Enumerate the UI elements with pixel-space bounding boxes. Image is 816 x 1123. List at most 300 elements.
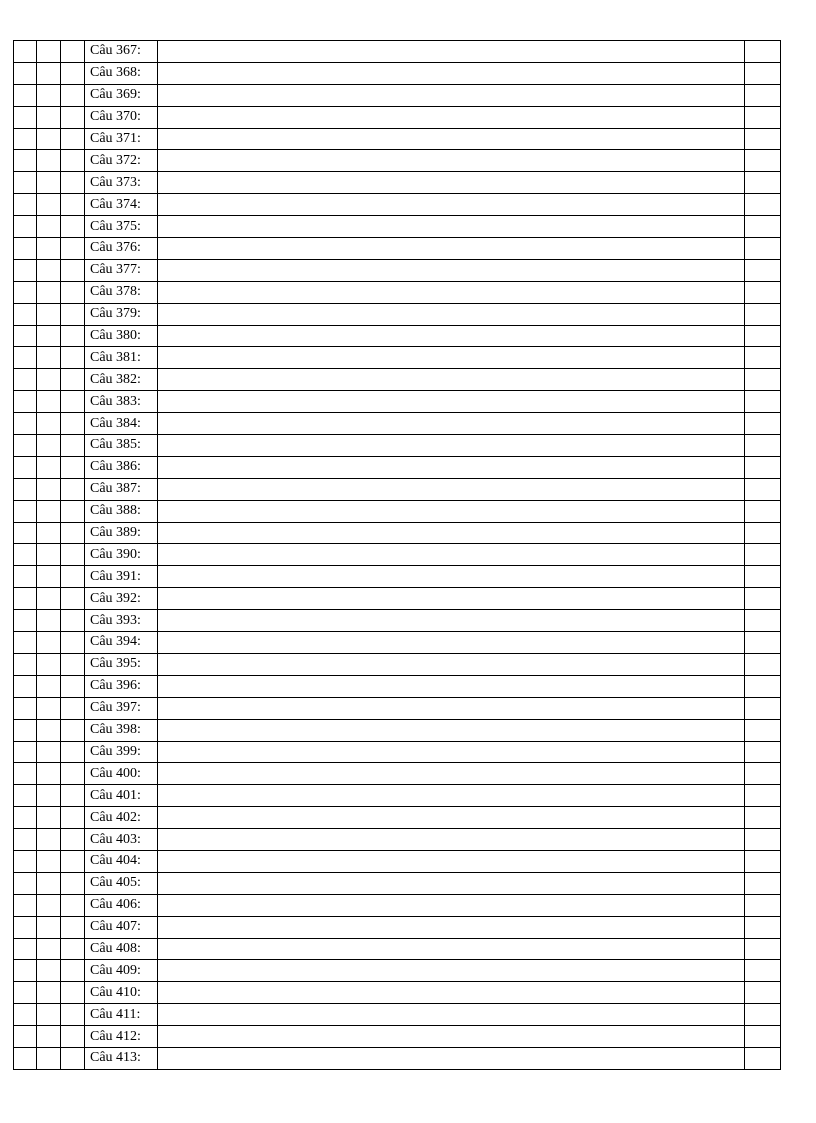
blank-cell-3 bbox=[61, 456, 85, 478]
blank-cell-1 bbox=[14, 850, 37, 872]
blank-cell-end bbox=[745, 894, 781, 916]
content-cell bbox=[158, 894, 745, 916]
table-row bbox=[14, 216, 781, 238]
blank-cell-2 bbox=[37, 172, 61, 194]
blank-cell-2 bbox=[37, 632, 61, 654]
blank-cell-end bbox=[745, 238, 781, 260]
blank-cell-end bbox=[745, 369, 781, 391]
blank-cell-2 bbox=[37, 894, 61, 916]
blank-cell-1 bbox=[14, 982, 37, 1004]
blank-cell-3 bbox=[61, 719, 85, 741]
content-cell bbox=[158, 456, 745, 478]
blank-cell-2 bbox=[37, 916, 61, 938]
blank-cell-3 bbox=[61, 1004, 85, 1026]
blank-cell-3 bbox=[61, 697, 85, 719]
blank-cell-end bbox=[745, 982, 781, 1004]
blank-cell-1 bbox=[14, 632, 37, 654]
question-label-cell: Câu 389: bbox=[85, 522, 158, 544]
table-row bbox=[14, 938, 781, 960]
blank-cell-1 bbox=[14, 500, 37, 522]
table-row bbox=[14, 1004, 781, 1026]
blank-cell-3 bbox=[61, 303, 85, 325]
blank-cell-2 bbox=[37, 807, 61, 829]
blank-cell-1 bbox=[14, 675, 37, 697]
blank-cell-2 bbox=[37, 391, 61, 413]
content-cell bbox=[158, 1047, 745, 1069]
table-row bbox=[14, 675, 781, 697]
blank-cell-end bbox=[745, 544, 781, 566]
blank-cell-end bbox=[745, 1026, 781, 1048]
blank-cell-end bbox=[745, 938, 781, 960]
question-label-cell: Câu 413: bbox=[85, 1047, 158, 1069]
table-row bbox=[14, 281, 781, 303]
blank-cell-2 bbox=[37, 719, 61, 741]
blank-cell-end bbox=[745, 500, 781, 522]
blank-cell-1 bbox=[14, 697, 37, 719]
blank-cell-2 bbox=[37, 62, 61, 84]
blank-cell-end bbox=[745, 413, 781, 435]
question-label-cell: Câu 401: bbox=[85, 785, 158, 807]
blank-cell-3 bbox=[61, 413, 85, 435]
blank-cell-1 bbox=[14, 281, 37, 303]
table-row bbox=[14, 610, 781, 632]
blank-cell-3 bbox=[61, 610, 85, 632]
content-cell bbox=[158, 303, 745, 325]
table-row bbox=[14, 347, 781, 369]
content-cell bbox=[158, 610, 745, 632]
table-row bbox=[14, 741, 781, 763]
blank-cell-3 bbox=[61, 807, 85, 829]
table-row bbox=[14, 500, 781, 522]
content-cell bbox=[158, 741, 745, 763]
blank-cell-2 bbox=[37, 1047, 61, 1069]
question-label-cell: Câu 410: bbox=[85, 982, 158, 1004]
content-cell bbox=[158, 588, 745, 610]
table-row bbox=[14, 763, 781, 785]
blank-cell-1 bbox=[14, 1004, 37, 1026]
blank-cell-end bbox=[745, 128, 781, 150]
blank-cell-3 bbox=[61, 566, 85, 588]
content-cell bbox=[158, 1004, 745, 1026]
table-row bbox=[14, 303, 781, 325]
blank-cell-1 bbox=[14, 960, 37, 982]
blank-cell-2 bbox=[37, 303, 61, 325]
blank-cell-2 bbox=[37, 216, 61, 238]
question-label-cell: Câu 369: bbox=[85, 84, 158, 106]
question-label-cell: Câu 396: bbox=[85, 675, 158, 697]
content-cell bbox=[158, 172, 745, 194]
table-row bbox=[14, 719, 781, 741]
content-cell bbox=[158, 872, 745, 894]
blank-cell-3 bbox=[61, 829, 85, 851]
blank-cell-3 bbox=[61, 588, 85, 610]
blank-cell-2 bbox=[37, 194, 61, 216]
table-row bbox=[14, 128, 781, 150]
content-cell bbox=[158, 675, 745, 697]
question-label-cell: Câu 376: bbox=[85, 238, 158, 260]
table-row bbox=[14, 697, 781, 719]
table-row bbox=[14, 41, 781, 63]
blank-cell-3 bbox=[61, 544, 85, 566]
table-row bbox=[14, 391, 781, 413]
blank-cell-1 bbox=[14, 303, 37, 325]
blank-cell-3 bbox=[61, 741, 85, 763]
content-cell bbox=[158, 325, 745, 347]
blank-cell-1 bbox=[14, 238, 37, 260]
table-row bbox=[14, 522, 781, 544]
blank-cell-1 bbox=[14, 391, 37, 413]
blank-cell-2 bbox=[37, 544, 61, 566]
blank-cell-3 bbox=[61, 238, 85, 260]
blank-cell-3 bbox=[61, 281, 85, 303]
blank-cell-end bbox=[745, 478, 781, 500]
blank-cell-2 bbox=[37, 610, 61, 632]
blank-cell-1 bbox=[14, 916, 37, 938]
content-cell bbox=[158, 850, 745, 872]
content-cell bbox=[158, 544, 745, 566]
content-cell bbox=[158, 653, 745, 675]
content-cell bbox=[158, 478, 745, 500]
question-label-cell: Câu 375: bbox=[85, 216, 158, 238]
blank-cell-2 bbox=[37, 960, 61, 982]
question-label-cell: Câu 390: bbox=[85, 544, 158, 566]
blank-cell-end bbox=[745, 960, 781, 982]
blank-cell-end bbox=[745, 785, 781, 807]
blank-cell-3 bbox=[61, 675, 85, 697]
blank-cell-1 bbox=[14, 544, 37, 566]
blank-cell-3 bbox=[61, 128, 85, 150]
blank-cell-3 bbox=[61, 763, 85, 785]
blank-cell-end bbox=[745, 807, 781, 829]
blank-cell-end bbox=[745, 829, 781, 851]
blank-cell-3 bbox=[61, 653, 85, 675]
table-row bbox=[14, 960, 781, 982]
question-label-cell: Câu 372: bbox=[85, 150, 158, 172]
blank-cell-end bbox=[745, 456, 781, 478]
blank-cell-end bbox=[745, 106, 781, 128]
blank-cell-3 bbox=[61, 259, 85, 281]
content-cell bbox=[158, 128, 745, 150]
question-label-cell: Câu 395: bbox=[85, 653, 158, 675]
blank-cell-3 bbox=[61, 1047, 85, 1069]
content-cell bbox=[158, 829, 745, 851]
blank-cell-1 bbox=[14, 938, 37, 960]
blank-cell-2 bbox=[37, 413, 61, 435]
blank-cell-1 bbox=[14, 84, 37, 106]
blank-cell-2 bbox=[37, 829, 61, 851]
content-cell bbox=[158, 106, 745, 128]
content-cell bbox=[158, 238, 745, 260]
table-row bbox=[14, 84, 781, 106]
blank-cell-2 bbox=[37, 982, 61, 1004]
blank-cell-2 bbox=[37, 741, 61, 763]
table-row bbox=[14, 259, 781, 281]
blank-cell-3 bbox=[61, 632, 85, 654]
blank-cell-1 bbox=[14, 719, 37, 741]
question-label-cell: Câu 370: bbox=[85, 106, 158, 128]
blank-cell-end bbox=[745, 172, 781, 194]
blank-cell-end bbox=[745, 391, 781, 413]
blank-cell-1 bbox=[14, 807, 37, 829]
blank-cell-end bbox=[745, 697, 781, 719]
table-row bbox=[14, 478, 781, 500]
blank-cell-1 bbox=[14, 128, 37, 150]
content-cell bbox=[158, 982, 745, 1004]
question-label-cell: Câu 406: bbox=[85, 894, 158, 916]
table-row bbox=[14, 1026, 781, 1048]
blank-cell-end bbox=[745, 741, 781, 763]
content-cell bbox=[158, 566, 745, 588]
question-label-cell: Câu 384: bbox=[85, 413, 158, 435]
blank-cell-3 bbox=[61, 172, 85, 194]
blank-cell-1 bbox=[14, 522, 37, 544]
table-row bbox=[14, 807, 781, 829]
blank-cell-2 bbox=[37, 435, 61, 457]
question-label-cell: Câu 377: bbox=[85, 259, 158, 281]
table-row bbox=[14, 588, 781, 610]
content-cell bbox=[158, 369, 745, 391]
content-cell bbox=[158, 632, 745, 654]
question-table bbox=[13, 40, 781, 1070]
blank-cell-end bbox=[745, 194, 781, 216]
question-label-cell: Câu 394: bbox=[85, 632, 158, 654]
blank-cell-2 bbox=[37, 456, 61, 478]
question-label-cell: Câu 388: bbox=[85, 500, 158, 522]
blank-cell-2 bbox=[37, 872, 61, 894]
blank-cell-1 bbox=[14, 347, 37, 369]
blank-cell-end bbox=[745, 150, 781, 172]
blank-cell-end bbox=[745, 850, 781, 872]
blank-cell-3 bbox=[61, 850, 85, 872]
blank-cell-1 bbox=[14, 763, 37, 785]
blank-cell-2 bbox=[37, 369, 61, 391]
table-row bbox=[14, 894, 781, 916]
question-label-cell: Câu 380: bbox=[85, 325, 158, 347]
blank-cell-3 bbox=[61, 435, 85, 457]
blank-cell-1 bbox=[14, 741, 37, 763]
table-row bbox=[14, 785, 781, 807]
blank-cell-3 bbox=[61, 1026, 85, 1048]
content-cell bbox=[158, 916, 745, 938]
content-cell bbox=[158, 807, 745, 829]
table-row bbox=[14, 194, 781, 216]
blank-cell-3 bbox=[61, 938, 85, 960]
blank-cell-1 bbox=[14, 1026, 37, 1048]
question-label-cell: Câu 379: bbox=[85, 303, 158, 325]
question-label-cell: Câu 386: bbox=[85, 456, 158, 478]
blank-cell-2 bbox=[37, 850, 61, 872]
blank-cell-end bbox=[745, 916, 781, 938]
table-row bbox=[14, 916, 781, 938]
question-label-cell: Câu 402: bbox=[85, 807, 158, 829]
table-row bbox=[14, 106, 781, 128]
blank-cell-1 bbox=[14, 194, 37, 216]
content-cell bbox=[158, 194, 745, 216]
question-label-cell: Câu 399: bbox=[85, 741, 158, 763]
blank-cell-2 bbox=[37, 588, 61, 610]
blank-cell-1 bbox=[14, 456, 37, 478]
blank-cell-1 bbox=[14, 872, 37, 894]
blank-cell-1 bbox=[14, 894, 37, 916]
question-label-cell: Câu 368: bbox=[85, 62, 158, 84]
table-row bbox=[14, 150, 781, 172]
table-row bbox=[14, 325, 781, 347]
question-label-cell: Câu 409: bbox=[85, 960, 158, 982]
table-row bbox=[14, 456, 781, 478]
blank-cell-3 bbox=[61, 522, 85, 544]
content-cell bbox=[158, 763, 745, 785]
question-label-cell: Câu 387: bbox=[85, 478, 158, 500]
content-cell bbox=[158, 391, 745, 413]
content-cell bbox=[158, 62, 745, 84]
blank-cell-end bbox=[745, 610, 781, 632]
question-label-cell: Câu 385: bbox=[85, 435, 158, 457]
blank-cell-2 bbox=[37, 478, 61, 500]
table-row bbox=[14, 544, 781, 566]
blank-cell-3 bbox=[61, 391, 85, 413]
content-cell bbox=[158, 960, 745, 982]
table-row bbox=[14, 982, 781, 1004]
content-cell bbox=[158, 413, 745, 435]
blank-cell-3 bbox=[61, 369, 85, 391]
content-cell bbox=[158, 150, 745, 172]
blank-cell-1 bbox=[14, 41, 37, 63]
table-row bbox=[14, 62, 781, 84]
content-cell bbox=[158, 281, 745, 303]
blank-cell-end bbox=[745, 281, 781, 303]
table-row bbox=[14, 850, 781, 872]
blank-cell-end bbox=[745, 41, 781, 63]
blank-cell-3 bbox=[61, 982, 85, 1004]
blank-cell-3 bbox=[61, 62, 85, 84]
blank-cell-3 bbox=[61, 41, 85, 63]
content-cell bbox=[158, 785, 745, 807]
blank-cell-end bbox=[745, 872, 781, 894]
blank-cell-2 bbox=[37, 653, 61, 675]
question-label-cell: Câu 403: bbox=[85, 829, 158, 851]
blank-cell-end bbox=[745, 719, 781, 741]
blank-cell-end bbox=[745, 566, 781, 588]
question-label-cell: Câu 378: bbox=[85, 281, 158, 303]
blank-cell-3 bbox=[61, 325, 85, 347]
blank-cell-2 bbox=[37, 84, 61, 106]
blank-cell-2 bbox=[37, 566, 61, 588]
blank-cell-1 bbox=[14, 566, 37, 588]
blank-cell-2 bbox=[37, 41, 61, 63]
blank-cell-1 bbox=[14, 62, 37, 84]
question-label-cell: Câu 404: bbox=[85, 850, 158, 872]
blank-cell-2 bbox=[37, 675, 61, 697]
blank-cell-3 bbox=[61, 347, 85, 369]
blank-cell-1 bbox=[14, 172, 37, 194]
question-label-cell: Câu 408: bbox=[85, 938, 158, 960]
question-label-cell: Câu 374: bbox=[85, 194, 158, 216]
blank-cell-end bbox=[745, 653, 781, 675]
blank-cell-end bbox=[745, 84, 781, 106]
blank-cell-end bbox=[745, 1004, 781, 1026]
blank-cell-2 bbox=[37, 106, 61, 128]
content-cell bbox=[158, 1026, 745, 1048]
blank-cell-1 bbox=[14, 150, 37, 172]
question-label-cell: Câu 411: bbox=[85, 1004, 158, 1026]
blank-cell-1 bbox=[14, 610, 37, 632]
blank-cell-3 bbox=[61, 960, 85, 982]
blank-cell-end bbox=[745, 259, 781, 281]
blank-cell-3 bbox=[61, 150, 85, 172]
question-label-cell: Câu 412: bbox=[85, 1026, 158, 1048]
table-row bbox=[14, 172, 781, 194]
table-row bbox=[14, 653, 781, 675]
blank-cell-2 bbox=[37, 325, 61, 347]
table-row bbox=[14, 413, 781, 435]
content-cell bbox=[158, 697, 745, 719]
blank-cell-3 bbox=[61, 872, 85, 894]
blank-cell-2 bbox=[37, 785, 61, 807]
blank-cell-2 bbox=[37, 938, 61, 960]
question-label-cell: Câu 400: bbox=[85, 763, 158, 785]
blank-cell-2 bbox=[37, 522, 61, 544]
table-row bbox=[14, 1047, 781, 1069]
blank-cell-2 bbox=[37, 238, 61, 260]
content-cell bbox=[158, 522, 745, 544]
blank-cell-2 bbox=[37, 128, 61, 150]
blank-cell-end bbox=[745, 763, 781, 785]
content-cell bbox=[158, 347, 745, 369]
blank-cell-3 bbox=[61, 894, 85, 916]
blank-cell-2 bbox=[37, 763, 61, 785]
blank-cell-end bbox=[745, 347, 781, 369]
blank-cell-2 bbox=[37, 1026, 61, 1048]
blank-cell-1 bbox=[14, 1047, 37, 1069]
table-row bbox=[14, 369, 781, 391]
blank-cell-end bbox=[745, 588, 781, 610]
blank-cell-end bbox=[745, 62, 781, 84]
content-cell bbox=[158, 216, 745, 238]
blank-cell-end bbox=[745, 325, 781, 347]
table-row bbox=[14, 238, 781, 260]
blank-cell-2 bbox=[37, 500, 61, 522]
question-label-cell: Câu 391: bbox=[85, 566, 158, 588]
content-cell bbox=[158, 41, 745, 63]
content-cell bbox=[158, 500, 745, 522]
blank-cell-2 bbox=[37, 281, 61, 303]
blank-cell-end bbox=[745, 632, 781, 654]
blank-cell-1 bbox=[14, 829, 37, 851]
blank-cell-2 bbox=[37, 347, 61, 369]
table-row bbox=[14, 566, 781, 588]
blank-cell-1 bbox=[14, 588, 37, 610]
content-cell bbox=[158, 435, 745, 457]
blank-cell-end bbox=[745, 303, 781, 325]
blank-cell-end bbox=[745, 216, 781, 238]
question-label-cell: Câu 392: bbox=[85, 588, 158, 610]
question-label-cell: Câu 373: bbox=[85, 172, 158, 194]
blank-cell-1 bbox=[14, 369, 37, 391]
blank-cell-3 bbox=[61, 500, 85, 522]
blank-cell-2 bbox=[37, 1004, 61, 1026]
blank-cell-1 bbox=[14, 216, 37, 238]
question-label-cell: Câu 382: bbox=[85, 369, 158, 391]
question-label-cell: Câu 371: bbox=[85, 128, 158, 150]
question-label-cell: Câu 398: bbox=[85, 719, 158, 741]
question-label-cell: Câu 407: bbox=[85, 916, 158, 938]
content-cell bbox=[158, 259, 745, 281]
blank-cell-end bbox=[745, 675, 781, 697]
blank-cell-3 bbox=[61, 106, 85, 128]
blank-cell-1 bbox=[14, 478, 37, 500]
table-row bbox=[14, 435, 781, 457]
blank-cell-1 bbox=[14, 435, 37, 457]
